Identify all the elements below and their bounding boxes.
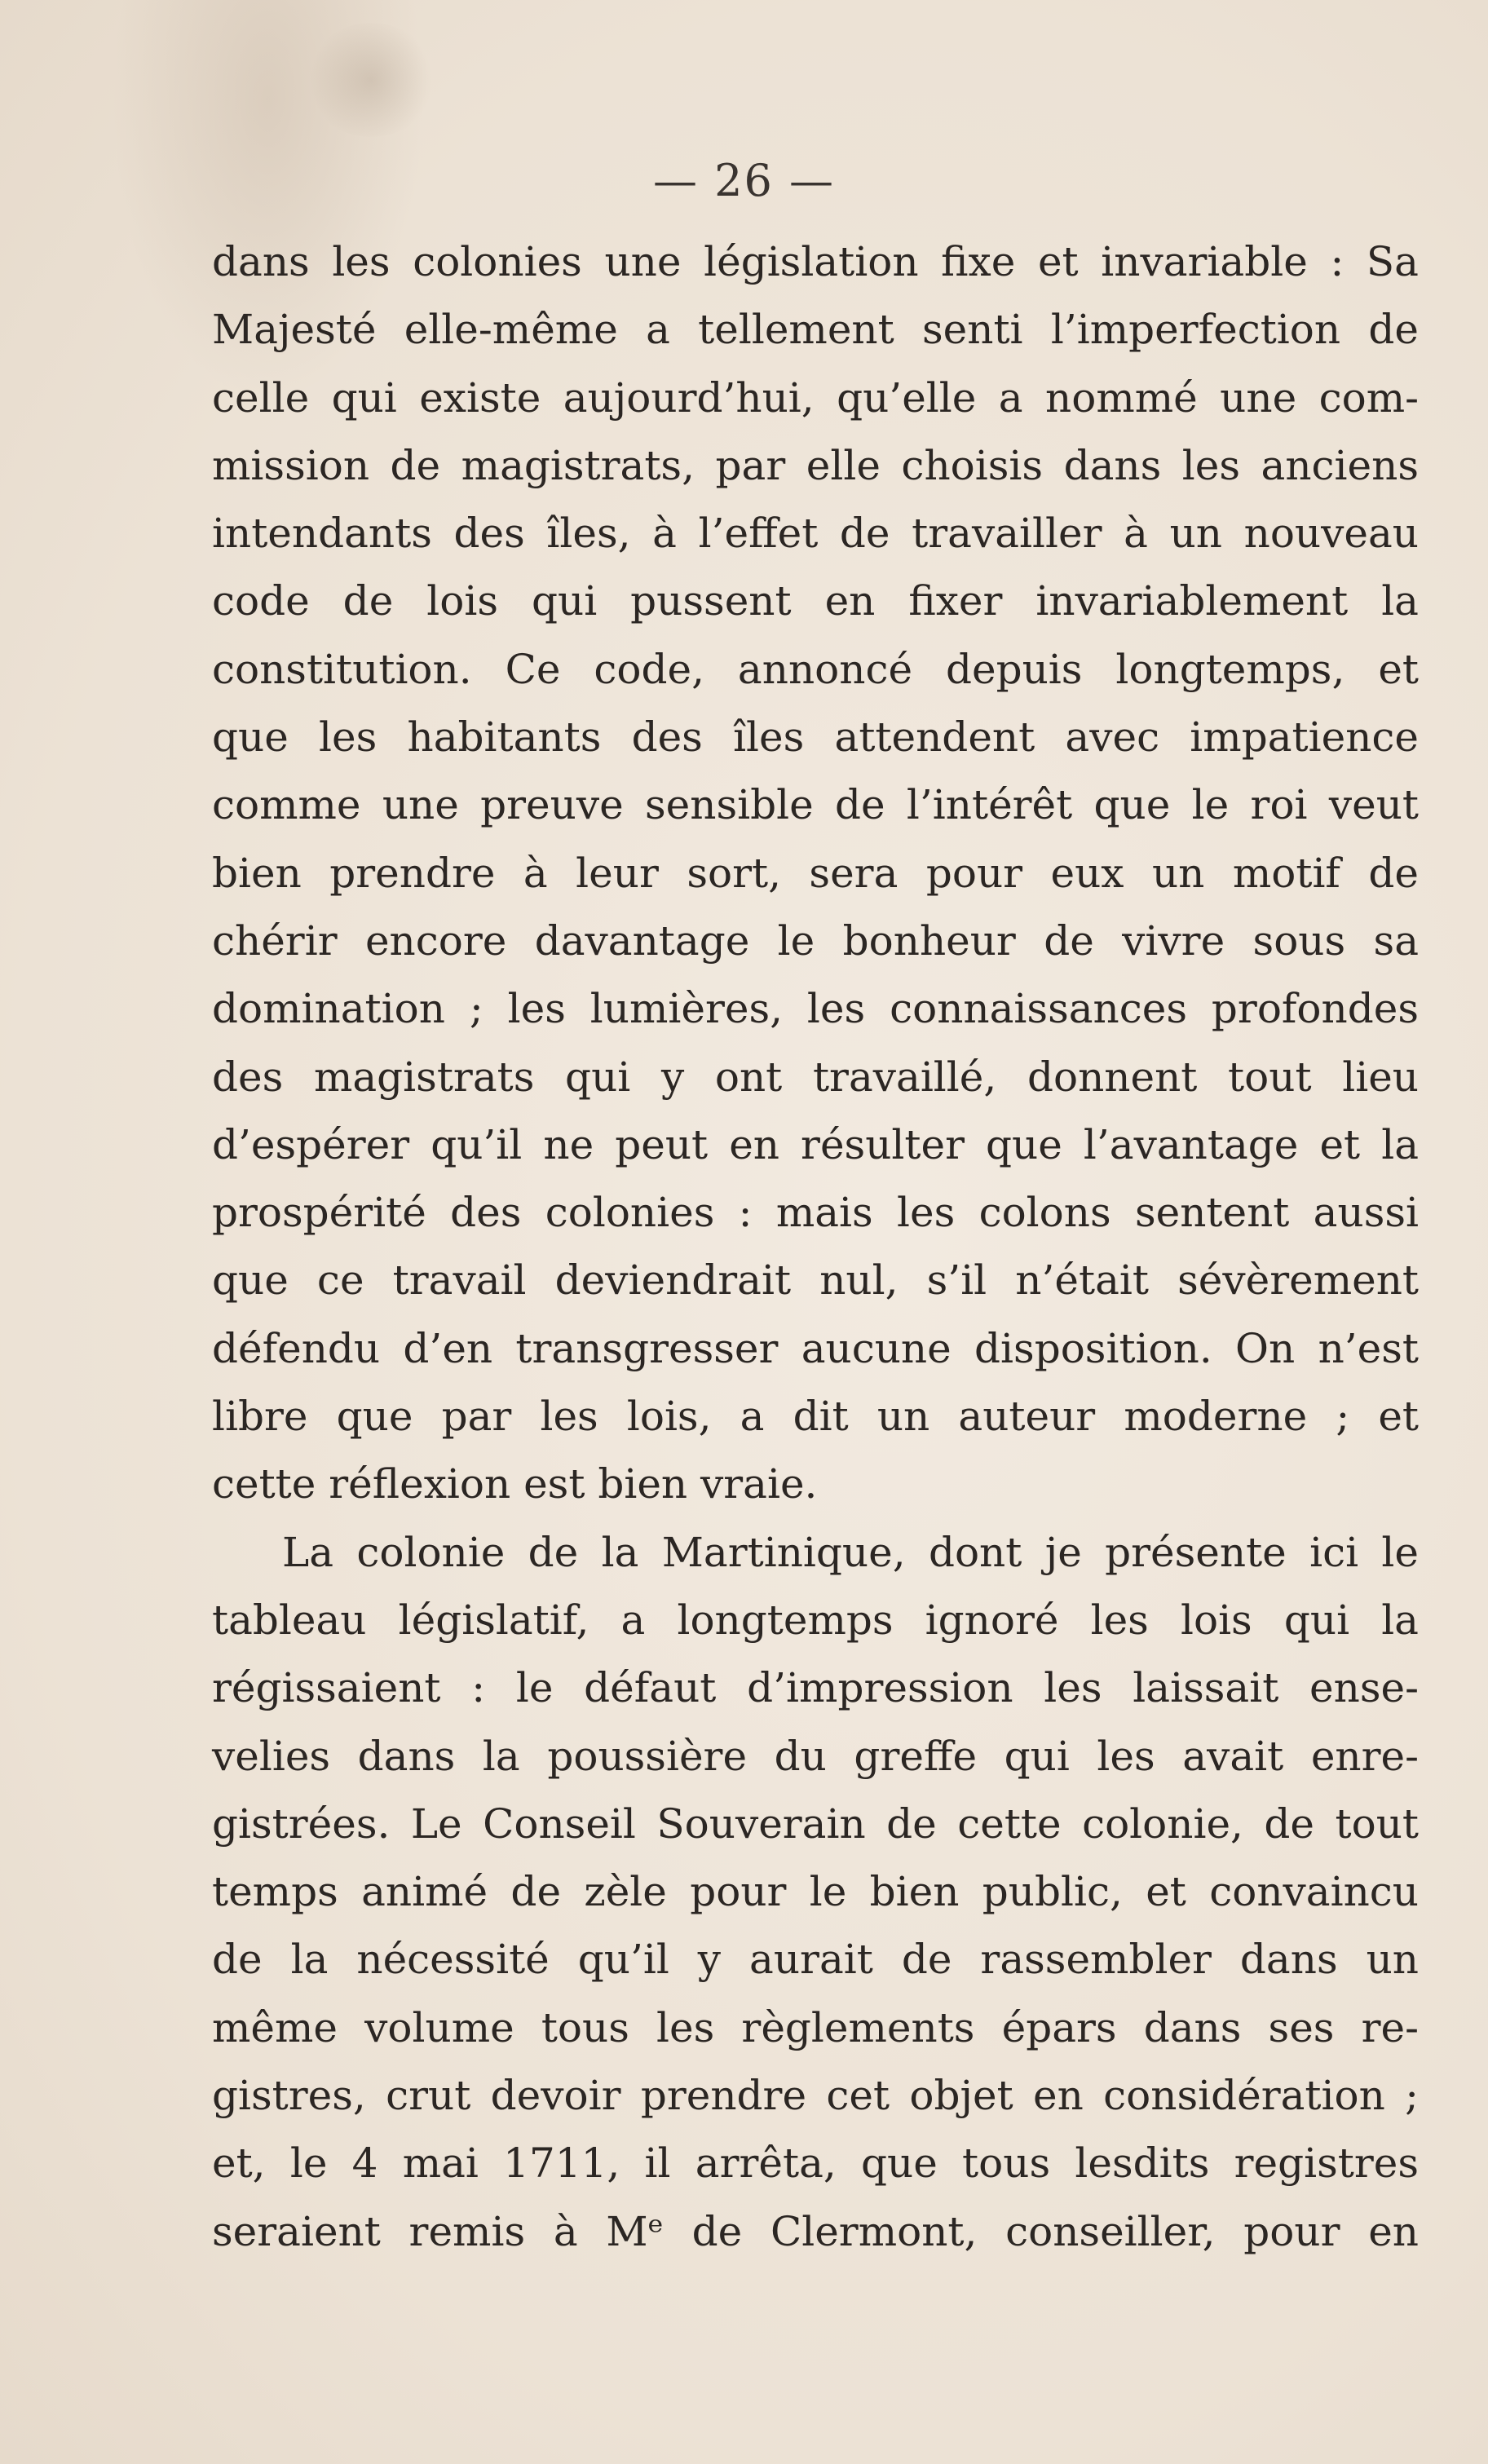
text-line: gistrées. Le Conseil Souverain de cette colonie, de tout <box>212 1799 1419 1848</box>
text-line: et, le 4 mai 1711, il arrêta, que tous lesdits registres <box>212 2139 1419 2188</box>
text-line: code de lois qui pussent en fixer invariablement la <box>212 577 1419 625</box>
text-line: celle qui existe aujourd’hui, qu’elle a nommé une com- <box>212 373 1419 422</box>
text-line: régissaient : le défaut d’impression les laissait ense- <box>212 1664 1419 1712</box>
page-number: — 26 — <box>652 155 836 206</box>
text-line: libre que par les lois, a dit un auteur moderne ; et <box>212 1393 1419 1441</box>
text-line: d’espérer qu’il ne peut en résulter que l’avantage et la <box>212 1120 1419 1168</box>
text-line: dans les colonies une législation fixe et invariable : Sa <box>212 238 1419 285</box>
text-line: mission de magistrats, par elle choisis dans les anciens <box>212 441 1419 489</box>
text-line: défendu d’en transgresser aucune disposition. On n’est <box>212 1324 1419 1372</box>
text-line: prospérité des colonies : mais les colons sentent aussi <box>212 1189 1419 1237</box>
text-line: tableau législatif, a longtemps ignoré les lois qui la <box>212 1596 1419 1644</box>
text-line: des magistrats qui y ont travaillé, donnent tout lieu <box>212 1053 1419 1101</box>
text-line: seraient remis à Mᵉ de Clermont, conseiller, pour en <box>212 2207 1419 2255</box>
text-line: comme une preuve sensible de l’intérêt que le roi veut <box>212 781 1419 829</box>
paper-stain <box>306 23 436 137</box>
text-line: velies dans la poussière du greffe qui les avait enre- <box>212 1732 1419 1780</box>
text-line: domination ; les lumières, les connaissances profondes <box>212 985 1419 1033</box>
text-line: Majesté elle-même a tellement senti l’imperfection de <box>212 306 1419 354</box>
text-line: que ce travail deviendrait nul, s’il n’était sévèrement <box>212 1256 1419 1305</box>
text-line: cette réflexion est bien vraie. <box>212 1460 818 1508</box>
text-line: temps animé de zèle pour le bien public, et convaincu <box>212 1868 1419 1916</box>
body-text <box>212 228 1419 2266</box>
text-line: constitution. Ce code, annoncé depuis longtemps, et <box>212 645 1419 693</box>
text-line: même volume tous les règlements épars dans ses re- <box>212 2003 1419 2051</box>
text-line: chérir encore davantage le bonheur de vivre sous sa <box>212 916 1419 965</box>
text-line: que les habitants des îles attendent avec impatience <box>212 713 1419 762</box>
text-line: La colonie de la Martinique, dont je présente ici le <box>282 1528 1419 1576</box>
text-line: de la nécessité qu’il y aurait de rassembler dans un <box>212 1936 1419 1984</box>
text-line: gistres, crut devoir prendre cet objet en considération ; <box>212 2072 1419 2120</box>
text-line: intendants des îles, à l’effet de travailler à un nouveau <box>212 510 1419 558</box>
text-line: bien prendre à leur sort, sera pour eux un motif de <box>212 849 1419 897</box>
